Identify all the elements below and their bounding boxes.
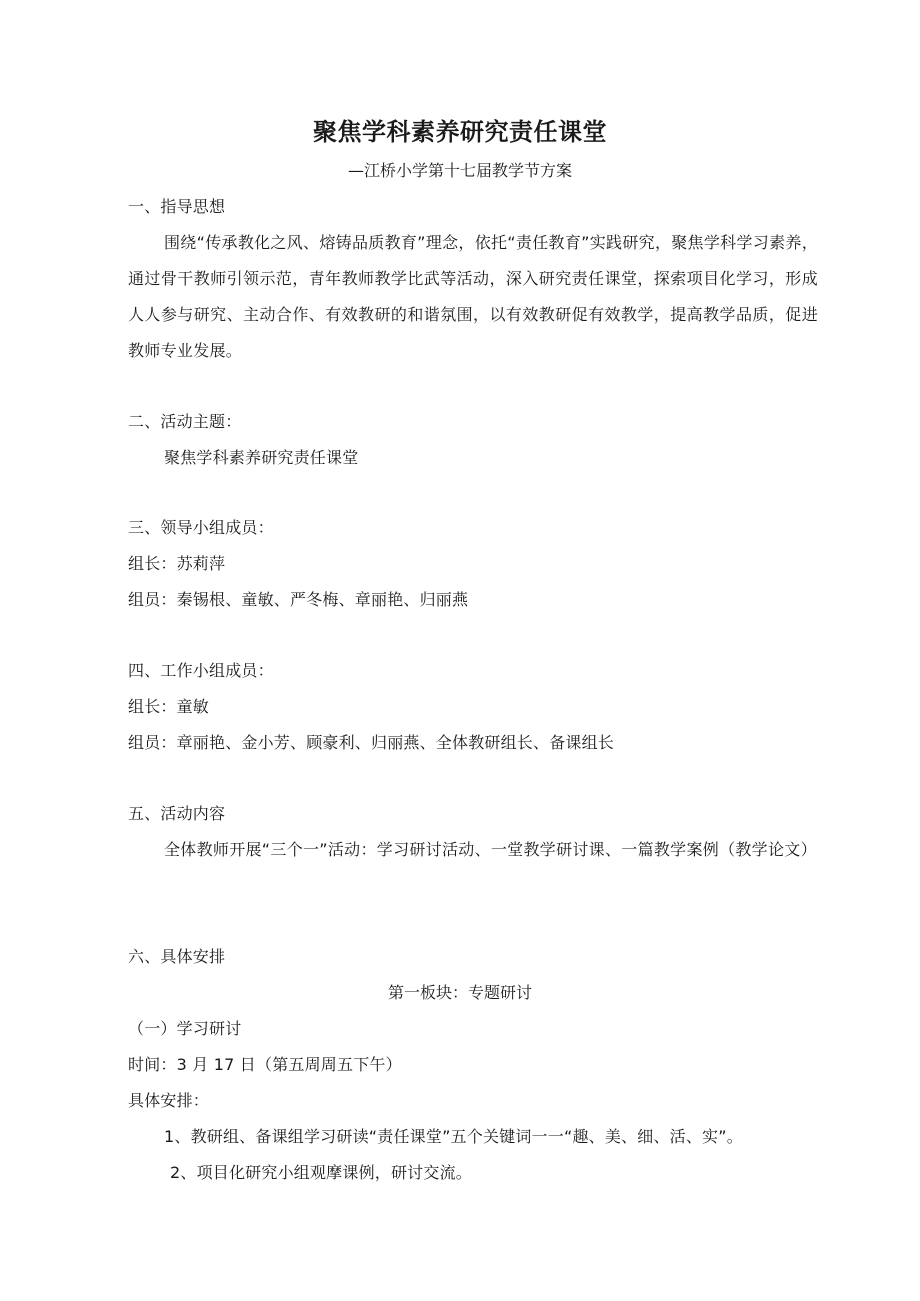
section6-block-title: 第一板块：专题研讨 <box>387 983 532 1002</box>
section1-heading: 一、指导思想 <box>128 197 226 216</box>
section3-members: 组员：秦锡根、童敏、严冬梅、章丽艳、归丽燕 <box>128 590 469 609</box>
document-title: 聚焦学科素养研究责任课堂 <box>313 118 607 146</box>
section2-heading: 二、活动主题： <box>128 412 242 431</box>
section6-item2: 2、项目化研究小组观摩课例，研讨交流。 <box>170 1163 472 1182</box>
document-subtitle: —江桥小学第十七届教学节方案 <box>347 161 572 180</box>
section4-leader: 组长：童敏 <box>128 697 210 716</box>
section1-body: 围绕“传承教化之风、熔铸品质教育”理念，依托“责任教育”实践研究，聚焦学科学习素养，通过骨干教师引领示范，青年教师教学比武等活动，深入研究责任课堂，探索项目化学习，形成人人参与研究、主动合作、有效教研的和谐氛围，以有效教研促有效教学，提高教学品质，促进教师专业发展。 <box>128 233 818 360</box>
section2-body: 聚焦学科素养研究责任课堂 <box>164 448 359 467</box>
section4-heading: 四、工作小组成员： <box>128 661 274 680</box>
section6-arrangement-label: 具体安排： <box>128 1091 210 1110</box>
section6-heading: 六、具体安排 <box>128 947 226 966</box>
section6-time: 时间：3 月 17 日（第五周周五下午） <box>128 1055 402 1074</box>
section6-sub-heading: （一）学习研讨 <box>128 1019 242 1038</box>
section3-leader: 组长：苏莉萍 <box>128 554 226 573</box>
section5-heading: 五、活动内容 <box>128 804 226 823</box>
section5-body: 全体教师开展“三个一”活动：学习研讨活动、一堂教学研讨课、一篇教学案例（教学论文） <box>164 840 817 859</box>
section4-members: 组员：章丽艳、金小芳、顾豪利、归丽燕、全体教研组长、备课组长 <box>128 733 615 752</box>
section3-heading: 三、领导小组成员： <box>128 518 274 537</box>
section6-item1: 1、教研组、备课组学习研读“责任课堂”五个关键词一一“趣、美、细、活、实”。 <box>164 1127 743 1146</box>
